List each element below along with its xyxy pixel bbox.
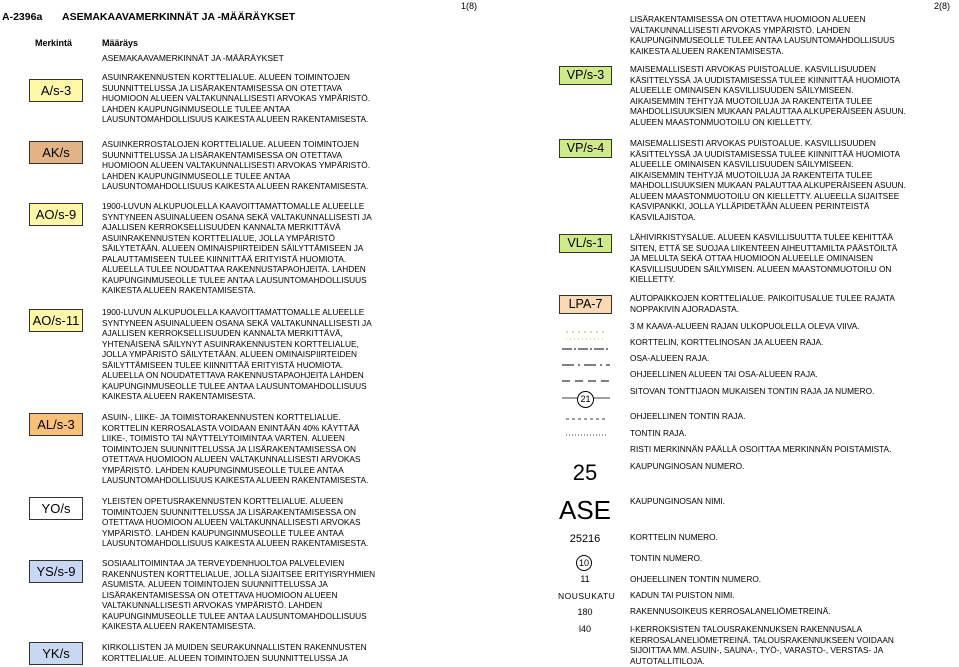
district-number-symbol: 25 bbox=[572, 460, 598, 485]
rule-text-vl-s-1: LÄHIVIRKISTYSALUE. ALUEEN KASVILLISUUTTA TULEE KEHITTÄÄ SITEN, ETTÄ SE SUOJAA LIIKENTEEN AIHEUTTAMILTA PÄÄSTÖILTÄ JA MELULTA SEKÄ OTTAA HUOMIOON ALUEELLE OMINAISEN KASVILLISUUDEN SÄILYMISEN. ALUEEN MAASTONMUOTOILU ON KIELLETTY. bbox=[630, 232, 898, 284]
legend-text-district-name: KAUPUNGINOSAN NIMI. bbox=[630, 496, 725, 506]
rule-text-ys-s-9: SOSIAALITOIMINTAA JA TERVEYDENHUOLTOA PALVELEVIEN RAKENNUSTEN KORTTELIALUE, JOLLA SIJAITSEE ERITYISRYHMIEN ASUMISTA. ALUEEN TOIMINTOJEN SUUNNITTELUSSA JA LISÄRAKENTAMISESSA ON OTETTAVA HUOMIOON ALUEEN VALTAKUNNALLISESTI ARVOKAS YMPÄRISTÖ. LAHDEN KAUPUNGINMUSEOLLE TULEE ANTAA LAUSUNTOMAHDOLLISUUS KAIKESTA ALUEEN RAKENTAMISESTA. bbox=[102, 558, 376, 631]
plot-line-symbols bbox=[558, 409, 614, 449]
legend-text-district-number: KAUPUNGINOSAN NUMERO. bbox=[630, 461, 745, 471]
rule-text-lpa-7: AUTOPAIKKOJEN KORTTELIALUE. PAIKOITUSALUE TULEE RAJATA NOPPAKIVIN AJORADASTA. bbox=[630, 293, 895, 314]
legend-text-guideline-plot-number: OHJEELLINEN TONTIN NUMERO. bbox=[630, 574, 762, 584]
legend-text-block-boundary: KORTTELIN, KORTTELINOSAN JA ALUEEN RAJA. bbox=[630, 337, 824, 347]
zone-symbol-a-s-3: A/s-3 bbox=[29, 79, 83, 102]
legend-text-guideline-area: OHJEELLINEN ALUEEN TAI OSA-ALUEEN RAJA. bbox=[630, 369, 818, 379]
document-code: A-2396a bbox=[2, 11, 43, 23]
legend-text-cross: RISTI MERKINNÄN PÄÄLLÄ OSOITTAA MERKINNÄN POISTAMISTA. bbox=[630, 444, 892, 454]
rule-text-a-s-3: ASUINRAKENNUSTEN KORTTELIALUE. ALUEEN TOIMINTOJEN SUUNNITTELUSSA JA LISÄRAKENTAMISESSA ON OTETTAVA HUOMIOON ALUEEN VALTAKUNNALLISESTI ARVOKAS YMPÄRISTÖ. LAHDEN KAUPUNGINMUSEOLLE TULEE ANTAA LAUSUNTOMAHDOLLISUUS KAIKESTA ALUEEN RAKENTAMISESTA. bbox=[102, 72, 371, 124]
legend-text-guideline-plot: OHJEELLINEN TONTIN RAJA. bbox=[630, 411, 746, 421]
legend-text-floor-area: RAKENNUSOIKEUS KERROSALANELIÖMETREINÄ. bbox=[630, 606, 831, 616]
legend-text-plot-number: TONTIN NUMERO. bbox=[630, 553, 703, 563]
rule-text-yk-s: KIRKOLLISTEN JA MUIDEN SEURAKUNNALLISTEN RAKENNUSTEN KORTTELIALUE. ALUEEN TOIMINTOJEN SUUNNITTELUSSA JA bbox=[102, 642, 367, 663]
zone-symbol-vl-s-1: VL/s-1 bbox=[559, 234, 612, 253]
legend-text-plan-line: 3 M KAAVA-ALUEEN RAJAN ULKOPUOLELLA OLEVA VIIVA. bbox=[630, 321, 860, 331]
zone-symbol-al-s-3: AL/s-3 bbox=[29, 413, 83, 436]
zone-symbol-vp-s-4: VP/s-4 bbox=[559, 139, 612, 158]
zone-symbol-ak-s: AK/s bbox=[29, 141, 83, 164]
plot-number-circle: 21 bbox=[577, 391, 594, 408]
plot-number-symbol: 10 bbox=[576, 555, 592, 571]
rule-text-ak-s: ASUINKERROSTALOJEN KORTTELIALUE. ALUEEN TOIMINTOJEN SUUNNITTELUSSA JA LISÄRAKENTAMISESSA ON OTETTAVA HUOMIOON ALUEEN VALTAKUNNALLISESTI ARVOKAS YMPÄRISTÖ. LAHDEN KAUPUNGINMUSEOLLE TULEE ANTAA LAUSUNTOMAHDOLLISUUS KAIKESTA ALUEEN RAKENTAMISESTA. bbox=[102, 139, 371, 191]
page-number-left: 1(8) bbox=[461, 1, 478, 11]
column-header-mark: Merkintä bbox=[35, 38, 73, 48]
zone-symbol-vp-s-3: VP/s-3 bbox=[559, 66, 612, 85]
page-number-right: 2(8) bbox=[934, 1, 951, 11]
zone-symbol-ao-s-9: AO/s-9 bbox=[29, 203, 83, 226]
zone-symbol-ys-s-9: YS/s-9 bbox=[29, 560, 83, 583]
rule-text-continued: LISÄRAKENTAMISESSA ON OTETTAVA HUOMIOON ALUEEN VALTAKUNNALLISESTI ARVOKAS YMPÄRISTÖ. LAHDEN KAUPUNGINMUSEOLLE TULEE ANTAA LAUSUNTOMAHDOLLISUUS KAIKESTA ALUEEN RAKENTAMISESTA. bbox=[630, 14, 895, 56]
legend-text-street-name: KADUN TAI PUISTON NIMI. bbox=[630, 590, 735, 600]
zone-symbol-ao-s-11: AO/s-11 bbox=[29, 309, 83, 332]
zone-symbol-yk-s: YK/s bbox=[29, 642, 83, 665]
floor-area-symbol: 180 bbox=[577, 607, 593, 617]
legend-text-block-number: KORTTELIN NUMERO. bbox=[630, 532, 718, 542]
legend-text-outbuilding: I-KERROKSISTEN TALOUSRAKENNUKSEN RAKENNUSALA KERROSALANELIÖMETREINÄ. TALOUSRAKENNUKSEEN VOIDAAN SIJOITTAA MM. ASUIN-, SAUNA-, TYÖ-, VARASTO-, VERSTAS- JA AUTOTALLITILOJA. bbox=[630, 624, 894, 666]
guideline-plot-number-symbol: 11 bbox=[580, 574, 590, 584]
rule-text-ao-s-9: 1900-LUVUN ALKUPUOLELLA KAAVOITTAMATTOMALLE ALUEELLE SYNTYNEEN ASUINALUEEN OSANA SEKÄ VALTAKUNNALLISESTI JA AJALLISEN KERROKSELLISUUDEN KANNALTA MERKITTÄVÄ ASUINRAKENNUSTEN KORTTELIALUE, JOLLA YMPÄRISTÖ SÄILYTETÄÄN. ALUEEN OMINAISPIIRTEIDEN SÄILYTTÄMISEEN JA PALAUTTAMISEEN TULEE KIINNITTÄÄ ERITYISTÄ HUOMIOTA. ALUEELLA TULEE NOUDATTAA RAKENNUSTAPAOHJEITA. LAHDEN KAUPUNGINMUSEOLLE TULEE ANTAA LAUSUNTOMAHDOLLISUUS KAIKESTA ALUEEN RAKENTAMISESTA. bbox=[102, 201, 372, 295]
rule-text-yo-s: YLEISTEN OPETUSRAKENNUSTEN KORTTELIALUE. ALUEEN TOIMINTOJEN SUUNNITTELUSSA JA LISÄRAKENTAMISESSA ON OTETTAVA HUOMIOON ALUEEN VALTAKUNNALLISESTI ARVOKAS YMPÄRISTÖ. LAHDEN KAUPUNGINMUSEOLLE TULEE ANTAA LAUSUNTOMAHDOLLISUUS KAIKESTA ALUEEN RAKENTAMISESTA. bbox=[102, 496, 369, 548]
rule-text-ao-s-11: 1900-LUVUN ALKUPUOLELLA KAAVOITTAMATTOMALLE ALUEELLE SYNTYNEEN ASUINALUEEN OSANA SEKÄ VALTAKUNNALLISESTI JA AJALLISEN KERROKSELLISUUDEN KANNALTA MERKITTÄVÄ, YHTENÄISENÄ SÄILYNYT ASUINRAKENNUSTEN KORTTELIALUE, JOLLA YMPÄRISTÖ SÄILYTETÄÄN. ALUEEN OMINAISPIIRTEIDEN SÄILYTTÄMISEEN TULEE KIINNITTÄÄ ERITYISTÄ HUOMIOTA. ALUEELLA ON NOUDATETTAVA RAKENNUSTAPAOHJEITA LAHDEN KAUPUNGINMUSEOLLE TULEE ANTAA LAUSUNTOMAHDOLLISUUS KAIKESTA ALUEEN RAKENTAMISESTA. bbox=[102, 307, 372, 401]
block-number-symbol: 25216 bbox=[569, 533, 601, 545]
zone-symbol-lpa-7: LPA-7 bbox=[559, 295, 612, 314]
rule-text-vp-s-3: MAISEMALLISESTI ARVOKAS PUISTOALUE. KASVILLISUUDEN KÄSITTELYSSÄ JA UUDISTAMISESSA TULEE KIINNITTÄÄ HUOMIOTA ALUEELLE OMINAISEN KASVILLISUUDEN SÄILYMISEEN. AIKAISEMMIN TEHTYJÄ MUOTOILUJA JA RAKENTEITA TULEE MAHDOLLISUUKSIEN MUKAAN PALAUTTAA ALKUPERÄISEEN ASUUN. ALUEEN MAASTONMUOTOILU ON KIELLETTY. bbox=[630, 64, 906, 127]
rule-text-vp-s-4: MAISEMALLISESTI ARVOKAS PUISTOALUE. KASVILLISUUDEN KÄSITTELYSSÄ JA UUDISTAMISESSA TULEE KIINNITTÄÄ HUOMIOTA ALUEELLE OMINAISEN KASVILLISUUDEN SÄILYMISEEN. AIKAISEMMIN TEHTYJÄ MUOTOILUJA JA RAKENTEITA TULEE MAHDOLLISUUKSIEN MUKAAN PALAUTTAA ALKUPERÄISEEN ASUUN. ALUEEN MAASTONMUOTOILU ON KIELLETTY. ALUEELLA SIJAITSEE KASVIPANKKI, JOLLA YLLÄPIDETÄÄN ALUEEN PERINTEISTÄ KASVILAJISTOA. bbox=[630, 138, 906, 222]
rule-text-al-s-3: ASUIN-, LIIKE- JA TOIMISTORAKENNUSTEN KORTTELIALUE. KORTTELIN KERROSALASTA VOIDAAN ENINTÄÄN 40% KÄYTTÄÄ LIIKE-, TOIMISTO TAI NÄYTTELYTOIMINTAA VARTEN. ALUEEN TOIMINTOJEN SUUNNITTELUSSA JA LISÄRAKENTAMISESSA ON OTETTAVA HUOMIOON ALUEEN VALTAKUNNALLISESTI ARVOKAS YMPÄRISTÖ. LAHDEN KAUPUNGINMUSEOLLE TULEE ANTAA LAUSUNTOMAHDOLLISUUS KAIKESTA ALUEEN RAKENTAMISESTA. bbox=[102, 412, 369, 485]
document-title: ASEMAKAAVAMERKINNÄT JA -MÄÄRÄYKSET bbox=[62, 11, 296, 23]
district-name-symbol: ASE bbox=[558, 495, 612, 525]
legend-text-binding-plot: SITOVAN TONTTIJAON MUKAISEN TONTIN RAJA JA NUMERO. bbox=[630, 386, 875, 396]
outbuilding-area-symbol: l40 bbox=[578, 624, 591, 634]
legend-text-plot-boundary: TONTIN RAJA. bbox=[630, 428, 687, 438]
zone-symbol-yo-s: YO/s bbox=[29, 497, 83, 520]
legend-text-subarea: OSA-ALUEEN RAJA. bbox=[630, 353, 710, 363]
column-header-rule: Määräys bbox=[102, 38, 139, 48]
section-subtitle: ASEMAKAAVAMERKINNÄT JA -MÄÄRÄYKSET bbox=[102, 53, 284, 63]
street-name-symbol: NOUSUKATU bbox=[558, 591, 616, 601]
